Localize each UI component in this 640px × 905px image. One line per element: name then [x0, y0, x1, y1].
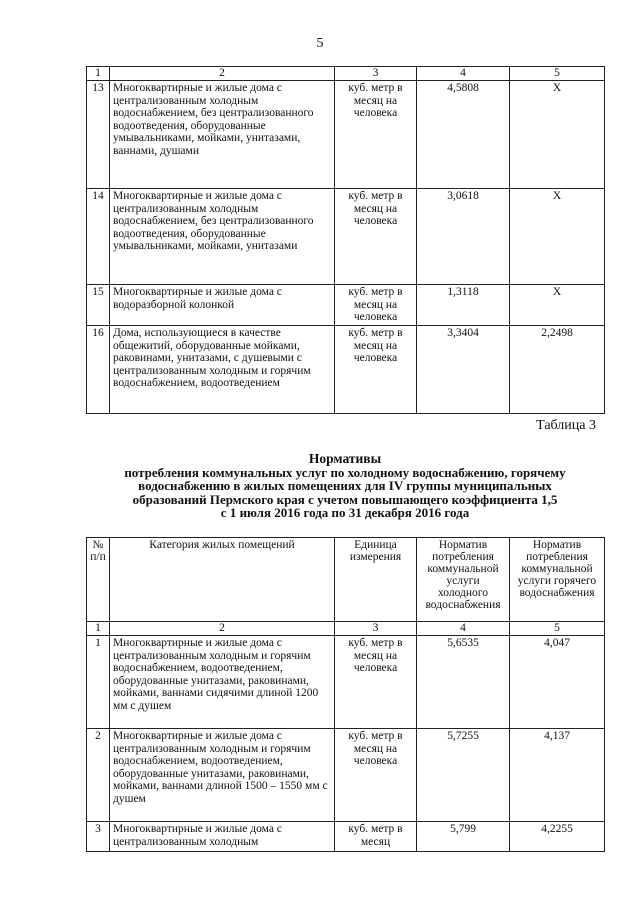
table-row	[87, 636, 605, 729]
housing-category: Многоквартирные и жилые дома с централизованным холодным и горячим водоснабжением, водоотведением, оборудованные унитазами, раковинами, мойками, ваннами сидячими длиной 1200 мм с душем	[110, 636, 335, 729]
housing-category: Многоквартирные и жилые дома с централизованным холодным	[110, 822, 335, 852]
unit-of-measure: куб. метр в месяц на человека	[335, 729, 417, 822]
table-label: Таблица 3	[536, 418, 596, 433]
hot-water-norm: 4,2255	[510, 822, 605, 852]
column-index-row	[87, 67, 605, 81]
cold-water-norm: 3,3404	[417, 326, 510, 414]
row-number: 3	[87, 822, 110, 852]
housing-category: Многоквартирные и жилые дома с централизованным холодным и горячим водоснабжением, водоотведением, оборудованные унитазами, раковинами, мойками, ваннами длиной 1500 – 1550 мм с душем	[110, 729, 335, 822]
hot-water-norm: 4,047	[510, 636, 605, 729]
cold-water-norm: 4,5808	[417, 81, 510, 189]
hot-water-norm: 2,2498	[510, 326, 605, 414]
heading-title: Нормативы	[308, 451, 382, 466]
column-index-row	[87, 622, 605, 636]
table-row	[87, 729, 605, 822]
header-cold-norm: Норматив потребления коммунальной услуги холодного водоснабжения	[417, 538, 510, 622]
row-number: 15	[87, 285, 110, 326]
header-unit: Единица измерения	[335, 538, 417, 622]
cold-water-norm: 5,6535	[417, 636, 510, 729]
column-index: 3	[335, 622, 417, 636]
cold-water-norm: 3,0618	[417, 189, 510, 285]
housing-category: Многоквартирные и жилые дома с централизованным холодным водоснабжением, без централизованного водоотведения, оборудованные умывальниками, мойками, унитазами	[110, 189, 335, 285]
cold-water-norm: 5,799	[417, 822, 510, 852]
table-row	[87, 81, 605, 189]
column-index: 1	[87, 622, 110, 636]
unit-of-measure: куб. метр в месяц на человека	[335, 636, 417, 729]
unit-of-measure: куб. метр в месяц на человека	[335, 285, 417, 326]
norms-table-continued	[86, 66, 605, 414]
heading-line: потребления коммунальных услуг по холодному водоснабжению, горячему	[124, 464, 566, 480]
column-index: 5	[510, 67, 605, 81]
column-index: 2	[110, 67, 335, 81]
row-number: 1	[87, 636, 110, 729]
hot-water-norm: X	[510, 285, 605, 326]
heading-line: водоснабжению в жилых помещениях для IV группы муниципальных	[138, 478, 552, 493]
unit-of-measure: куб. метр в месяц на человека	[335, 189, 417, 285]
hot-water-norm: 4,137	[510, 729, 605, 822]
hot-water-norm: X	[510, 81, 605, 189]
column-index: 3	[335, 67, 417, 81]
row-number: 14	[87, 189, 110, 285]
cold-water-norm: 5,7255	[417, 729, 510, 822]
unit-of-measure: куб. метр в месяц на человека	[335, 326, 417, 414]
row-number: 13	[87, 81, 110, 189]
column-index: 5	[510, 622, 605, 636]
heading-line: образований Пермского края с учетом повышающего коэффициента 1,5	[132, 491, 558, 507]
table-row	[87, 189, 605, 285]
table-heading	[86, 452, 604, 520]
unit-of-measure: куб. метр в месяц на человека	[335, 81, 417, 189]
column-index: 4	[417, 622, 510, 636]
cold-water-norm: 1,3118	[417, 285, 510, 326]
table-row	[87, 822, 605, 852]
norms-table-3	[86, 537, 605, 852]
column-index: 4	[417, 67, 510, 81]
page-number: 5	[316, 36, 324, 51]
column-index: 1	[87, 67, 110, 81]
column-index: 2	[110, 622, 335, 636]
housing-category: Дома, использующиеся в качестве общежитий, оборудованные мойками, раковинами, унитазами, с душевыми с централизованным холодным и горячим водоснабжением, водоотведением	[110, 326, 335, 414]
heading-line: с 1 июля 2016 года по 31 декабря 2016 года	[220, 505, 470, 520]
table-row	[87, 326, 605, 414]
hot-water-norm: X	[510, 189, 605, 285]
header-row	[87, 538, 605, 622]
housing-category: Многоквартирные и жилые дома с водоразборной колонкой	[110, 285, 335, 326]
header-category: Категория жилых помещений	[110, 538, 335, 622]
header-num: № п/п	[87, 538, 110, 622]
row-number: 2	[87, 729, 110, 822]
unit-of-measure: куб. метр в месяц	[335, 822, 417, 852]
header-hot-norm: Норматив потребления коммунальной услуги горячего водоснабжения	[510, 538, 605, 622]
row-number: 16	[87, 326, 110, 414]
table-row	[87, 285, 605, 326]
housing-category: Многоквартирные и жилые дома с централизованным холодным водоснабжением, без централизованного водоотведения, оборудованные умывальниками, мойками, унитазами, ваннами, душами	[110, 81, 335, 189]
